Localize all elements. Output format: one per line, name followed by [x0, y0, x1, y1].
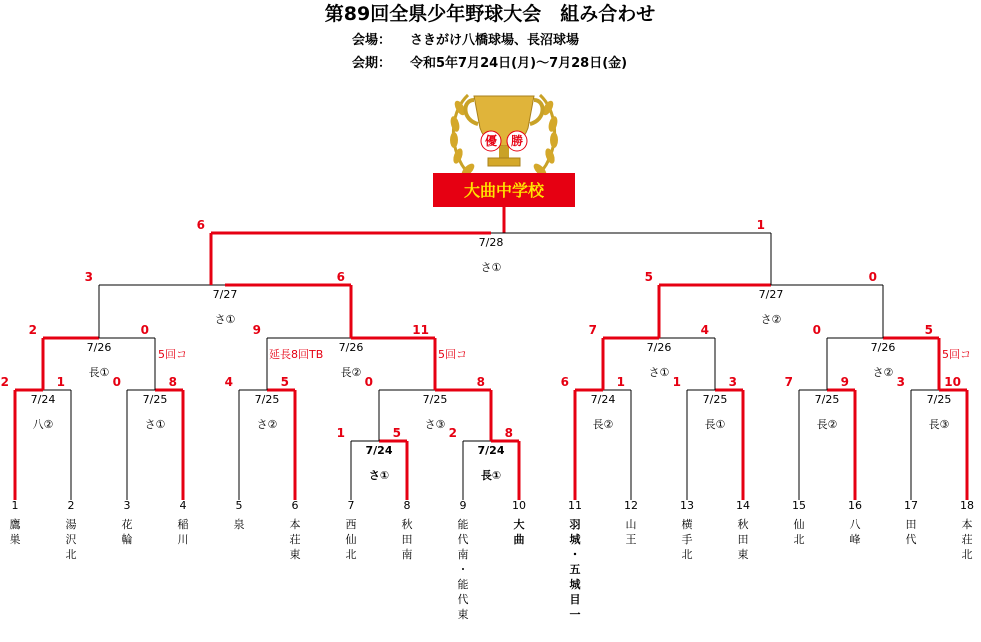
match-date: 7/27	[212, 288, 238, 301]
team-name-char: 仙	[793, 518, 805, 531]
match-m15	[85, 270, 351, 338]
score-left: 2	[0, 375, 9, 389]
team-12	[624, 499, 638, 546]
team-5	[234, 499, 245, 531]
match-venue: 長②	[340, 366, 362, 379]
match-date: 7/24	[590, 393, 616, 406]
team-name-char: 代	[905, 533, 917, 546]
team-name-char: 荘	[289, 533, 301, 546]
score-right: 8	[504, 426, 513, 440]
score-right: 9	[840, 375, 849, 389]
score-left: 3	[896, 375, 905, 389]
score-right: 5	[280, 375, 289, 389]
score-right: 0	[140, 323, 149, 337]
match-m3	[225, 375, 295, 500]
match-venue: さ②	[760, 313, 782, 326]
team-7	[346, 499, 357, 561]
team-name-char: 南	[401, 548, 413, 561]
score-left: 3	[84, 270, 93, 284]
match-venue: さ①	[368, 469, 390, 482]
match-venue: 長②	[816, 418, 838, 431]
team-name-char: 能	[457, 578, 469, 591]
team-14	[736, 499, 750, 561]
match-venue: さ①	[214, 313, 236, 326]
score-left: 0	[112, 375, 121, 389]
team-name-char: 秋	[401, 518, 413, 531]
page-title: 第89回全県少年野球大会 組み合わせ	[324, 3, 656, 25]
match-venue: さ②	[872, 366, 894, 379]
team-6	[290, 499, 301, 561]
team-number: 12	[624, 499, 638, 512]
team-11	[568, 499, 582, 621]
team-name-char: ・	[569, 548, 581, 561]
match-venue: 長②	[592, 418, 614, 431]
team-name-char: 田	[401, 533, 413, 546]
match-venue: さ①	[648, 366, 670, 379]
team-name-char: 北	[681, 548, 693, 561]
match-note: 5回コ	[942, 348, 971, 361]
match-date: 7/26	[86, 341, 112, 354]
score-left: 9	[252, 323, 261, 337]
match-venue: さ③	[424, 418, 446, 431]
match-date: 7/25	[254, 393, 280, 406]
score-right: 8	[476, 375, 485, 389]
match-date: 7/25	[702, 393, 728, 406]
match-m2	[113, 375, 183, 500]
team-name-char: 東	[457, 608, 469, 621]
team-name-char: 王	[625, 533, 637, 546]
team-number: 4	[179, 499, 187, 512]
team-name-char: 北	[345, 548, 357, 561]
team-number: 5	[235, 499, 243, 512]
match-date: 7/24	[30, 393, 56, 406]
score-right: 5	[392, 426, 401, 440]
match-date: 7/26	[646, 341, 672, 354]
team-name-char: 仙	[345, 533, 357, 546]
match-date: 7/24	[477, 444, 505, 457]
score-right: 3	[728, 375, 737, 389]
match-m7	[673, 375, 743, 500]
match-venue: さ①	[144, 418, 166, 431]
match-date: 7/26	[870, 341, 896, 354]
score-right: 5	[924, 323, 933, 337]
team-name-char: 北	[961, 548, 973, 561]
team-number: 2	[67, 499, 75, 512]
match-m6	[561, 375, 631, 500]
match-date: 7/25	[422, 393, 448, 406]
match-venue: 長①	[88, 366, 110, 379]
match-m8	[785, 375, 855, 500]
trophy-text-1: 優	[484, 134, 498, 148]
match-m13	[589, 323, 715, 390]
trophy-icon	[449, 95, 559, 182]
team-2	[66, 499, 77, 561]
team-name-char: 田	[905, 518, 917, 531]
team-name-char: 北	[793, 533, 805, 546]
team-number: 3	[123, 499, 131, 512]
team-number: 16	[848, 499, 862, 512]
team-name-char: 輪	[121, 533, 133, 546]
team-list	[10, 499, 975, 621]
score-left: 1	[672, 375, 681, 389]
match-date: 7/25	[814, 393, 840, 406]
team-name-char: ・	[457, 563, 469, 576]
team-name-char: 鷹	[9, 518, 21, 531]
match-venue: 長③	[928, 418, 950, 431]
team-number: 7	[347, 499, 355, 512]
team-number: 6	[291, 499, 299, 512]
team-name-char: 本	[289, 518, 301, 531]
score-right: 0	[868, 270, 877, 284]
team-name-char: 峰	[849, 533, 861, 546]
team-3	[122, 499, 133, 546]
score-left: 5	[644, 270, 653, 284]
team-name-char: 西	[345, 518, 357, 531]
score-left: 0	[364, 375, 373, 389]
team-name-char: 花	[121, 518, 133, 531]
match-venue: 長①	[704, 418, 726, 431]
team-10	[512, 499, 526, 546]
team-17	[904, 499, 918, 546]
team-number: 18	[960, 499, 974, 512]
team-name-char: 目	[569, 593, 581, 606]
bracket-matches	[1, 218, 971, 500]
team-name-char: 羽	[569, 518, 581, 531]
match-m16	[645, 270, 883, 338]
team-name-char: 曲	[513, 533, 525, 546]
match-m11	[365, 375, 491, 441]
match-m5	[449, 426, 519, 500]
team-name-char: 荘	[961, 533, 973, 546]
score-right: 10	[944, 375, 961, 389]
team-name-char: 稲	[177, 518, 189, 531]
team-number: 17	[904, 499, 918, 512]
match-note-2: 延長8回TB	[269, 348, 324, 361]
match-note: 5回コ	[438, 348, 467, 361]
team-name-char: 山	[625, 518, 637, 531]
team-number: 14	[736, 499, 750, 512]
match-m1	[1, 375, 71, 500]
champion-name: 大曲中学校	[463, 181, 545, 200]
trophy-text-2: 勝	[510, 134, 524, 148]
score-right: 4	[700, 323, 709, 337]
team-13	[680, 499, 694, 561]
period-label: 会期：	[352, 56, 392, 71]
team-name-char: 一	[569, 608, 581, 621]
team-9	[458, 499, 469, 621]
team-number: 8	[403, 499, 411, 512]
score-right: 1	[56, 375, 65, 389]
team-name-char: 代	[457, 533, 469, 546]
team-4	[178, 499, 189, 546]
match-date: 7/24	[365, 444, 393, 457]
team-name-char: 本	[961, 518, 973, 531]
team-name-char: 城	[569, 578, 581, 591]
team-name-char: 川	[177, 533, 189, 546]
score-right: 1	[616, 375, 625, 389]
score-left: 6	[560, 375, 569, 389]
period-text: 令和5年7月24日(月)～7月28日(金)	[410, 56, 628, 71]
match-m10	[29, 323, 187, 390]
match-date: 7/25	[142, 393, 168, 406]
team-name-char: 南	[457, 548, 469, 561]
score-right: 8	[168, 375, 177, 389]
score-left: 7	[784, 375, 793, 389]
team-name-char: 城	[569, 533, 581, 546]
team-number: 13	[680, 499, 694, 512]
score-left: 4	[224, 375, 233, 389]
score-right: 1	[756, 218, 765, 232]
match-date: 7/25	[926, 393, 952, 406]
team-15	[792, 499, 806, 546]
venue-label: 会場：	[352, 33, 392, 48]
score-left: 2	[28, 323, 37, 337]
team-name-char: 八	[849, 518, 861, 531]
match-m4	[337, 426, 407, 500]
team-16	[848, 499, 862, 546]
team-18	[960, 499, 974, 561]
match-venue: 長①	[480, 469, 502, 482]
match-date: 7/27	[758, 288, 784, 301]
team-name-char: 代	[457, 593, 469, 606]
team-number: 15	[792, 499, 806, 512]
team-1	[10, 499, 21, 546]
score-left: 1	[336, 426, 345, 440]
team-name-char: 湯	[65, 518, 77, 531]
match-m9	[897, 375, 967, 500]
team-name-char: 大	[513, 518, 525, 531]
score-right: 11	[412, 323, 429, 337]
team-name-char: 五	[569, 563, 581, 576]
score-left: 0	[812, 323, 821, 337]
score-left: 6	[196, 218, 205, 232]
team-number: 10	[512, 499, 526, 512]
team-name-char: 能	[457, 518, 469, 531]
match-note: 5回コ	[158, 348, 187, 361]
team-number: 1	[11, 499, 19, 512]
team-name-char: 巣	[9, 533, 21, 546]
score-left: 7	[588, 323, 597, 337]
team-name-char: 東	[289, 548, 301, 561]
score-left: 2	[448, 426, 457, 440]
match-date: 7/26	[338, 341, 364, 354]
match-venue: さ②	[256, 418, 278, 431]
venue-text: さきがけ八橋球場、長沼球場	[410, 33, 580, 48]
team-number: 9	[459, 499, 467, 512]
match-m17	[197, 218, 771, 285]
team-name-char: 秋	[737, 518, 749, 531]
team-name-char: 北	[65, 548, 77, 561]
team-name-char: 東	[737, 548, 749, 561]
team-name-char: 泉	[233, 518, 245, 531]
match-date: 7/28	[478, 236, 504, 249]
team-8	[402, 499, 413, 561]
team-name-char: 田	[737, 533, 749, 546]
team-name-char: 手	[681, 533, 693, 546]
match-venue: 八②	[32, 418, 54, 431]
team-name-char: 横	[681, 518, 693, 531]
match-venue: さ①	[480, 261, 502, 274]
team-name-char: 沢	[65, 533, 77, 546]
score-right: 6	[336, 270, 345, 284]
team-number: 11	[568, 499, 582, 512]
